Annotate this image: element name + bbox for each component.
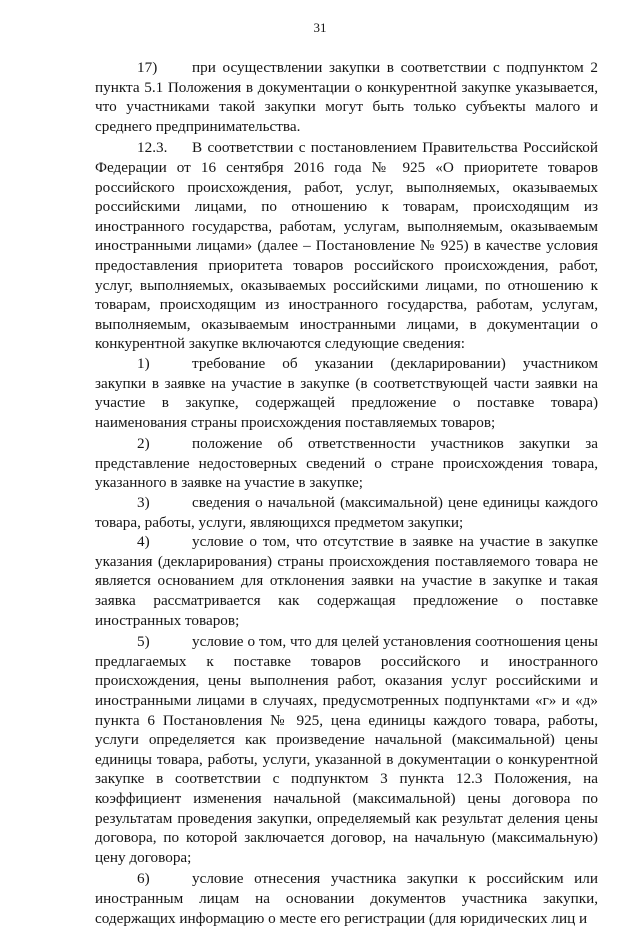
paragraph-12-3 [95,138,598,354]
item-number: 17) [137,59,158,76]
paragraph-text: В соответствии с постановлением Правительства Российской Федерации от 16 сентября 2016 года № 925 «О приоритете товаров российского происхождения, работ, услуг, выполняемых, оказываемых российскими лицами, по отношению к товарам, происходящим из иностранного государства, работам, услугам, выполняемым, оказываемым иностранными лицами» (далее – Постановление № 925) в качестве условия предоставления приоритета товаров российского происхождения, работ, услуг, выполняемых, оказываемых российскими лицами, по отношению к товарам, происходящим из иностранного государства, работам, услугам, выполняемым, оказываемым иностранными лицами, в документации о конкурентной закупке включаются следующие сведения: [95,139,598,353]
item-number: 2) [137,435,150,453]
document-body [95,58,598,928]
paragraph-text: сведения о начальной (максимальной) цене единицы каждого товара, работы, услуги, являющихся предметом закупки; [95,494,598,531]
paragraph-6 [95,869,598,928]
item-number: 1) [137,354,150,372]
paragraph-text: положение об ответственности участников закупки за представление недостоверных сведений о стране происхождения товара, указанного в заявке на участие в закупке; [95,435,598,492]
paragraph-17 [95,58,598,136]
paragraph-text: условие о том, что отсутствие в заявке на участие в закупке указания (декларирования) страны происхождения поставляемого товара не является основанием для отклонения заявки на участие в закупке и такая заявка рассматривается как содержащая предложение о поставке иностранных товаров; [95,533,598,629]
item-number: 5) [137,633,150,651]
paragraph-4 [95,532,598,630]
paragraph-text: условие отнесения участника закупки к российским или иностранным лицам на основании документов участника закупки, содержащих информацию о месте его регистрации (для юридических лиц и [95,870,598,927]
paragraph-text: при осуществлении закупки в соответствии с подпунктом 2 пункта 5.1 Положения в документации о конкурентной закупке указывается, что участниками такой закупки могут быть только субъекты малого и среднего предпринимательства. [95,59,598,135]
item-number: 4) [137,533,150,551]
paragraph-text: требование об указании (декларировании) участником закупки в заявке на участие в закупке (в соответствующей части заявки на участие в закупке, содержащей предложение о поставке товара) наименования страны происхождения поставляемых товаров; [95,354,598,431]
item-number: 6) [137,870,150,888]
paragraph-3 [95,493,598,532]
page-number: 31 [313,20,327,35]
paragraph-1 [95,354,598,432]
item-number: 12.3. [137,139,168,157]
item-number: 3) [137,494,150,512]
paragraph-2 [95,434,598,493]
paragraph-5 [95,632,598,867]
paragraph-text: условие о том, что для целей установления соотношения цены предлагаемых к поставке товаров российского и иностранного происхождения, цены выполнения работ, оказания услуг российскими и иностранными лицами в случаях, предусмотренных подпунктами «г» и «д» пункта 6 Постановления № 925, цена единицы каждого товара, работы, услуги определяется как произведение начальной (максимальной) цены единицы товара, работы, услуги, указанной в документации о конкурентной закупке в соответствии с подпунктом 3 пункта 12.3 Положения, на коэффициент изменения начальной (максимальной) цены договора по результатам проведения закупки, определяемый как результат деления цены договора, по которой заключается договор, на начальную (максимальную) цену договора; [95,633,598,866]
